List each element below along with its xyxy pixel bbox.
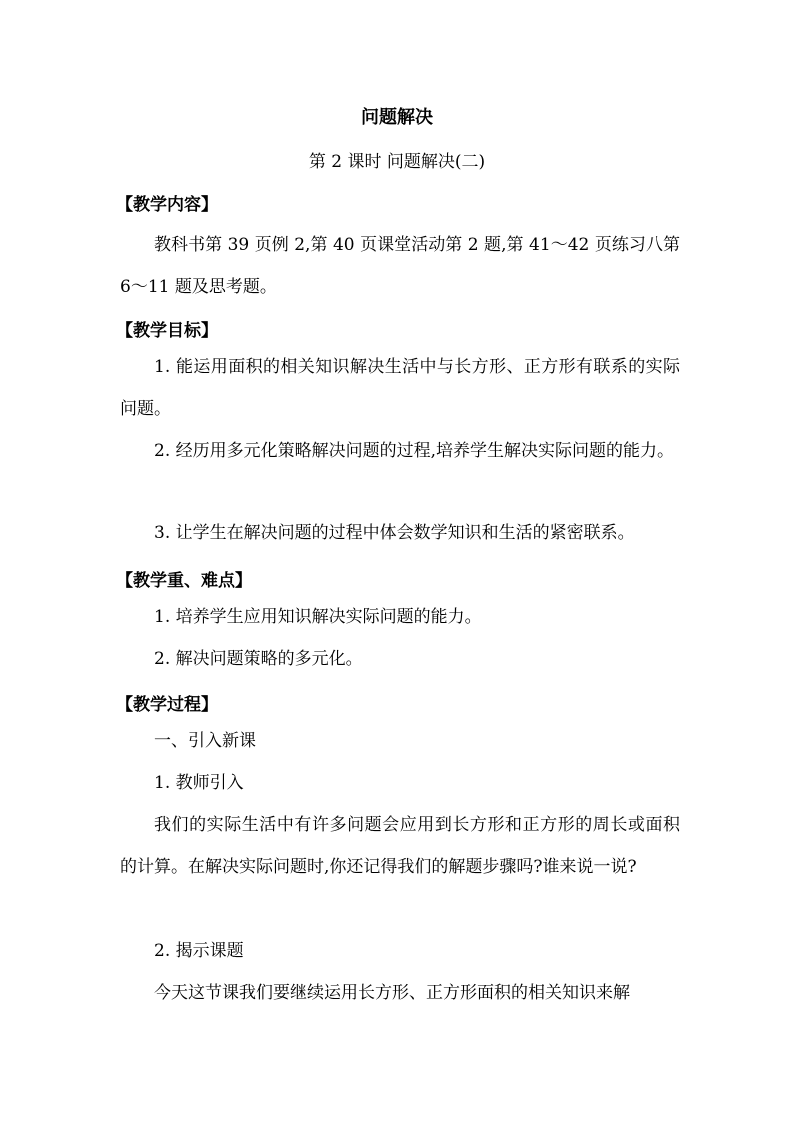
process-paragraph-1: 我们的实际生活中有许多问题会应用到长方形和正方形的周长或面积的计算。在解决实际问题时,你还记得我们的解题步骤吗?谁来说一说? (120, 815, 680, 877)
process-sub-1: 1. 教师引入 (154, 773, 244, 793)
document-subtitle: 第 2 课时 问题解决(二) (308, 152, 486, 172)
heading-key-points: 【教学重、难点】 (116, 571, 252, 591)
process-sub-2: 2. 揭示课题 (154, 941, 244, 961)
paragraph-teaching-content: 教科书第 39 页例 2,第 40 页课堂活动第 2 题,第 41～42 页练习八第 6～11 题及思考题。 (120, 235, 680, 297)
heading-teaching-goals: 【教学目标】 (116, 321, 218, 341)
heading-teaching-content: 【教学内容】 (116, 195, 218, 215)
goal-item-2: 2. 经历用多元化策略解决问题的过程,培养学生解决实际问题的能力。 (154, 441, 675, 461)
goal-item-3: 3. 让学生在解决问题的过程中体会数学知识和生活的紧密联系。 (154, 523, 635, 543)
keypoint-item-2: 2. 解决问题策略的多元化。 (154, 649, 363, 669)
keypoint-item-1: 1. 培养学生应用知识解决实际问题的能力。 (154, 607, 482, 627)
goal-item-1: 1. 能运用面积的相关知识解决生活中与长方形、正方形有联系的实际问题。 (120, 357, 680, 419)
process-step-1: 一、引入新课 (154, 731, 256, 751)
process-paragraph-2: 今天这节课我们要继续运用长方形、正方形面积的相关知识来解 (154, 983, 630, 1003)
heading-teaching-process: 【教学过程】 (116, 695, 218, 715)
document-title: 问题解决 (361, 107, 433, 128)
